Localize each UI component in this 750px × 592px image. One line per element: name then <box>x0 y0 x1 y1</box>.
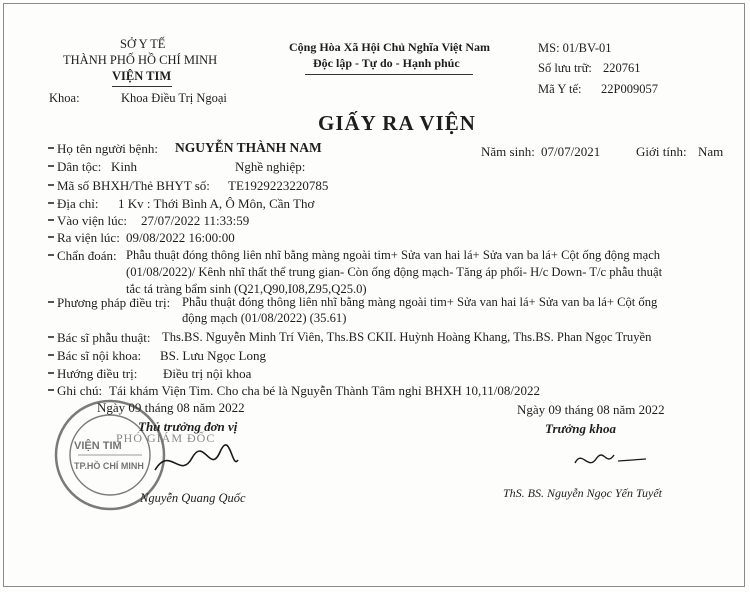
surgeons-value: Ths.BS. Nguyễn Minh Trí Viên, Ths.BS CKII. Huỳnh Hoàng Khang, Ths.BS. Phan Ngọc Truyền <box>162 330 652 344</box>
direction-label: Hướng điều trị: <box>57 366 138 381</box>
header-dept: SỞ Y TẾ <box>120 37 166 51</box>
left-sign-title: Thủ trưởng đơn vị <box>138 419 238 434</box>
header-city: THÀNH PHỐ HỒ CHÍ MINH <box>63 53 218 67</box>
doctor-label: Bác sĩ nội khoa: <box>57 348 142 363</box>
stamp-line-2: TP.HỒ CHÍ MINH <box>74 461 144 471</box>
treatment-method-label: Phương pháp điều trị: <box>57 295 171 310</box>
bullet-dot <box>48 336 54 338</box>
right-signer-name: ThS. BS. Nguyễn Ngọc Yến Tuyết <box>503 486 662 500</box>
storage-value: 220761 <box>603 61 641 75</box>
bullet-dot <box>48 202 54 204</box>
header-republic: Cộng Hòa Xã Hội Chủ Nghĩa Việt Nam <box>289 40 491 54</box>
diagnosis-line-2: (01/08/2022)/ Kênh nhĩ thất thể trung gian- Còn ống động mạch- Tăng áp phổi- H/c Down- T/c phẫu thuật <box>126 265 663 279</box>
bullet-dot <box>48 372 54 374</box>
bullet-dot <box>48 254 54 256</box>
stamp-overprint: PHÓ GIÁM ĐỐC <box>116 431 216 445</box>
dob-label: Năm sinh: <box>481 144 535 159</box>
treatment-method-line-2: động mạch (01/08/2022) (35.61) <box>182 311 347 325</box>
dob-value: 07/07/2021 <box>541 144 601 159</box>
left-signature-scribble <box>150 440 240 485</box>
storage-label: Số lưu trữ: <box>538 61 592 75</box>
bullet-dot <box>48 184 54 186</box>
right-sign-date: Ngày 09 tháng 08 năm 2022 <box>517 402 665 417</box>
admitted-label: Vào viện lúc: <box>57 213 128 228</box>
ethnicity-value: Kinh <box>111 159 137 174</box>
surgeons-label: Bác sĩ phẫu thuật: <box>57 330 151 345</box>
medical-id-label: Mã Y tế: <box>538 82 582 96</box>
discharged-label: Ra viện lúc: <box>57 230 120 245</box>
diagnosis-label: Chẩn đoán: <box>57 248 117 263</box>
right-sign-title: Trưởng khoa <box>545 421 616 436</box>
gender-value: Nam <box>698 144 724 159</box>
address-value: 1 Kv : Thới Bình A, Ô Môn, Cần Thơ <box>118 196 315 211</box>
direction-value: Điều trị nội khoa <box>163 366 252 381</box>
right-signature-scribble <box>570 445 650 475</box>
diagnosis-line-3: tắc tá tràng bẩm sinh (Q21,Q90,I08,Z95,Q25.0) <box>126 282 367 296</box>
insurance-value: TE1929223220785 <box>228 178 329 193</box>
hospital-underline <box>112 86 172 87</box>
bullet-dot <box>48 147 54 149</box>
left-signer-name: Nguyễn Quang Quốc <box>140 491 246 505</box>
bullet-dot <box>48 354 54 356</box>
doctor-value: BS. Lưu Ngọc Long <box>160 348 266 363</box>
occupation-label: Nghề nghiệp: <box>235 159 306 174</box>
insurance-label: Mã số BHXH/Thẻ BHYT số: <box>57 178 210 193</box>
patient-name: NGUYỄN THÀNH NAM <box>175 140 322 155</box>
ethnicity-label: Dân tộc: <box>57 159 102 174</box>
treatment-method-line-1: Phẫu thuật đóng thông liên nhĩ bằng màng ngoài tim+ Sửa van hai lá+ Sửa van ba lá+ Cột ống <box>182 295 658 309</box>
bullet-dot <box>48 301 54 303</box>
bullet-dot <box>48 236 54 238</box>
form-number: MS: 01/BV-01 <box>538 41 612 55</box>
left-sign-date: Ngày 09 tháng 08 năm 2022 <box>97 400 245 415</box>
header-khoa-value: Khoa Điều Trị Ngoại <box>121 91 227 105</box>
address-label: Địa chỉ: <box>57 196 99 211</box>
gender-label: Giới tính: <box>636 144 687 159</box>
bullet-dot <box>48 219 54 221</box>
admitted-value: 27/07/2022 11:33:59 <box>141 213 250 228</box>
note-label: Ghi chú: <box>57 383 103 398</box>
stamp-line-1: VIỆN TIM <box>74 440 122 452</box>
bullet-dot <box>48 389 54 391</box>
diagnosis-line-1: Phẫu thuật đóng thông liên nhĩ bằng màng ngoài tim+ Sửa van hai lá+ Sửa van ba lá+ Cột ống động mạch <box>126 248 661 262</box>
document-title: GIẤY RA VIỆN <box>318 111 476 135</box>
motto-underline <box>305 74 473 75</box>
header-hospital: VIỆN TIM <box>112 69 172 83</box>
discharged-value: 09/08/2022 16:00:00 <box>126 230 235 245</box>
note-value: Tái khám Viện Tim. Cho cha bé là Nguyễn Thành Tâm nghỉ BHXH 10,11/08/2022 <box>109 383 540 398</box>
patient-name-label: Họ tên người bệnh: <box>57 141 158 156</box>
header-khoa-label: Khoa: <box>49 91 80 105</box>
medical-id-value: 22P009057 <box>601 82 658 96</box>
bullet-dot <box>48 165 54 167</box>
header-motto: Độc lập - Tự do - Hạnh phúc <box>313 56 460 70</box>
